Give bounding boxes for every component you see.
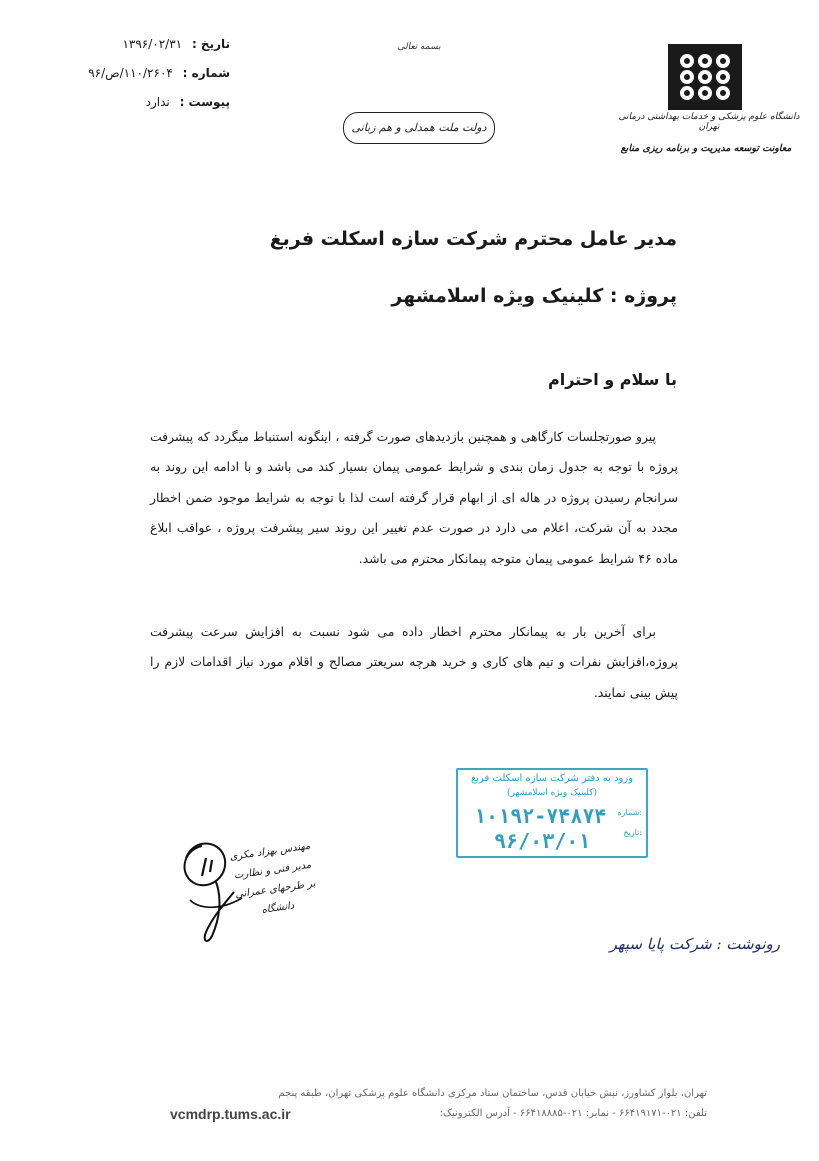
attachment-label: پیوست : [179,95,230,109]
stamp-date-label: تاریخ: [623,828,642,837]
signatory-name: مهندس بهزاد مکری [229,840,311,863]
footer-website-link[interactable]: vcmdrp.tums.ac.ir [170,1106,291,1122]
number-label: شماره : [182,66,230,80]
attachment-value: ندارد [145,95,170,109]
university-emblem-icon [668,44,742,110]
letter-meta [60,30,230,117]
department-name: معاونت توسعه مدیریت و برنامه ریزی منابع [620,143,792,154]
government-motto: دولت ملت همدلی و هم زبانی [343,112,495,144]
received-stamp [456,768,648,858]
footer-contact: تلفن: ۰۲۱-۶۶۴۱۹۱۷۱ - نمابر: ۰۲۱-۶۶۴۱۸۸۸۵ - آدرس الکترونیک: [439,1108,707,1119]
basmala-text: بسمه تعالی [397,42,441,52]
addressee-heading: مدیر عامل محترم شرکت سازه اسکلت فربغ [269,228,677,250]
date-label: تاریخ : [191,37,230,51]
stamp-subtitle: (کلینیک ویژه اسلامشهر) [506,788,598,798]
date-row [60,30,230,59]
stamp-number-label: شماره: [617,808,642,817]
stamp-number: ۱۰۱۹۲-۷۴۸۷۴ [474,804,607,828]
footer-address: تهران، بلوار کشاورز، نبش خیابان قدس، ساختمان ستاد مرکزی دانشگاه علوم پزشکی تهران، طبقه پنجم [278,1088,707,1099]
stamp-title: ورود به دفتر شرکت سازه اسکلت فربغ [470,773,634,784]
number-value: ۱۱۰/۲۶۰۴/ص/۹۶ [88,66,173,80]
body-paragraph-1: پیرو صورتجلسات کارگاهی و همچنین بازدیدهای صورت گرفته ، اینگونه استنباط میگردد که پیشرفت پروژه با توجه به جدول زمان بندی و شرایط عمومی پیمان بسیار کند می باشد و با ادامه این روند به سرانجام رسیدن پروژه در هاله ای از ابهام قرار گرفته است لذا با توجه به شرایط موجود ضمن اخطار مجدد به آن شرکت، اعلام می دارد در صورت عدم تغییر این روند سیر پیشرفت پروژه ، عواقب ابلاغ ماده ۴۶ شرایط عمومی پیمان متوجه پیمانکار محترم می باشد. [150,429,678,566]
greeting: با سلام و احترام [548,370,677,389]
attachment-row [60,88,230,117]
stamp-date: ۹۶/۰۳/۰۱ [494,829,591,853]
signatory-block [217,835,331,925]
number-row [60,59,230,88]
body-paragraph-2: برای آخرین بار به پیمانکار محترم اخطار داده می شود نسبت به افزایش سرعت پیشرفت پروژه،افزایش نفرات و تیم های کاری و خرید هرچه سریعتر مصالح و اقلام مورد نیاز اقدامات لازم را پیش بینی نمایند. [150,624,678,700]
signatory-title-1: مدیر فنی و نظارت [233,859,312,882]
date-value: ۱۳۹۶/۰۲/۳۱ [122,37,183,51]
university-name: دانشگاه علوم پزشکی و خدمات بهداشتی درمانی تهران [618,112,800,132]
carbon-copy-note: رونوشت : شرکت پایا سپهر [609,935,780,953]
signatory-title-2: بر طرحهای عمرانی دانشگاه [234,878,317,916]
project-heading: پروژه : کلینیک ویژه اسلامشهر [391,285,677,307]
